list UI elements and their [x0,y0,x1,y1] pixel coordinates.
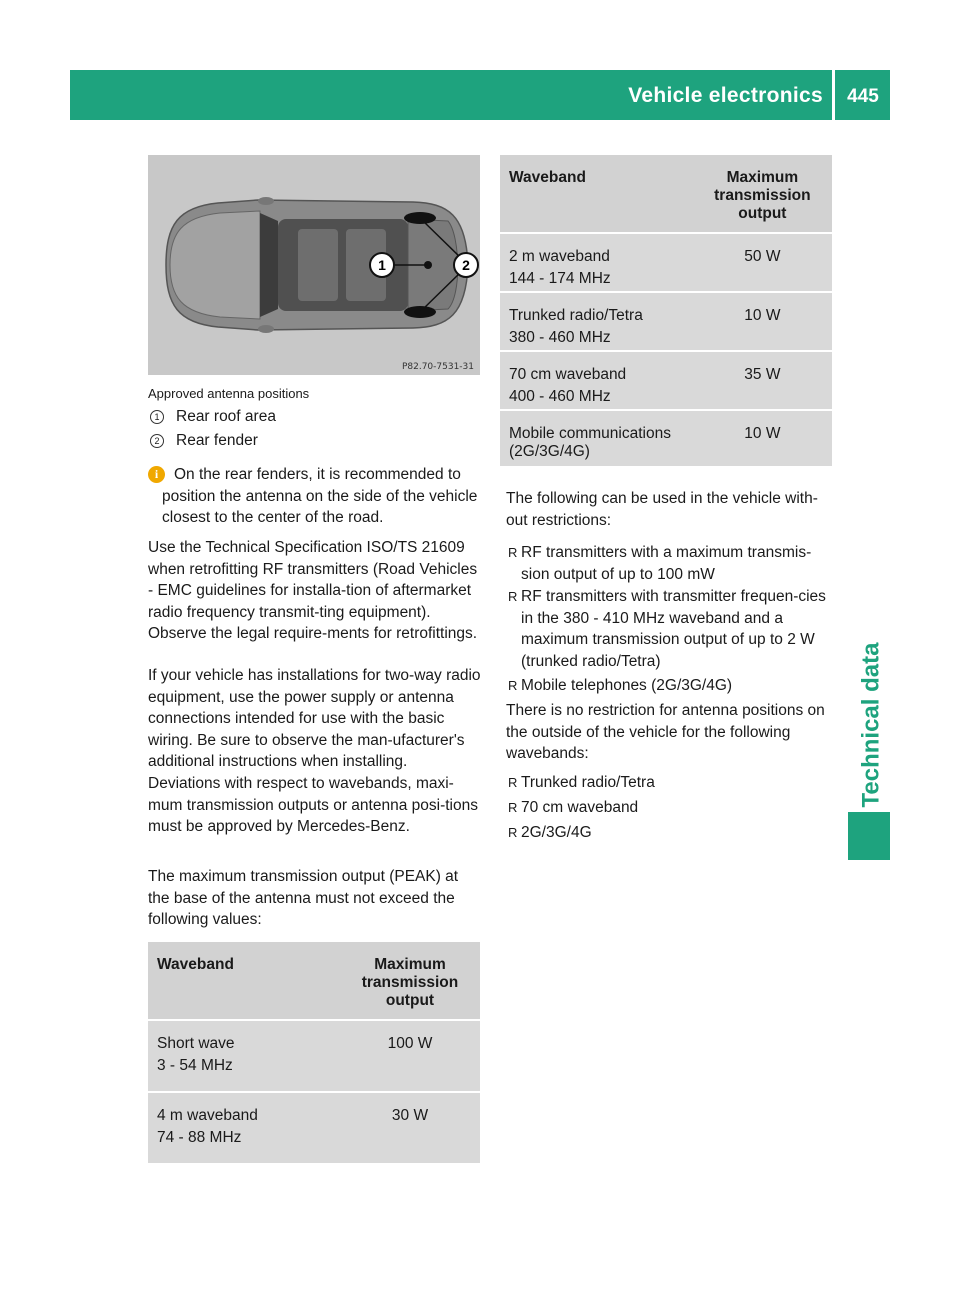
list-item-text: RF transmitters with a maximum transmis-sion output of up to 100 mW [521,544,812,583]
bullet-marker: R [508,545,518,560]
figure-caption: Approved antenna positions [148,386,310,401]
waveband-table-right [500,155,832,466]
list-item-text: 70 cm waveband [521,799,639,816]
paragraph-antenna-positions: There is no restriction for antenna positions on the outside of the vehicle for the following wavebands: [506,702,825,762]
legend-text: Rear roof area [176,408,276,425]
list-item [508,797,838,819]
table-cell-waveband: Short wave 3 - 54 MHz [148,1021,340,1091]
list-item [508,822,838,844]
table-cell-waveband: 2 m waveband 144 - 174 MHz [500,234,693,291]
legend-item-1 [150,408,276,426]
list-item-text: Mobile telephones (2G/3G/4G) [521,677,733,694]
list-item-text: RF transmitters with transmitter frequen-cies in the 380 - 410 MHz waveband and a maximum transmission output of up to 2 W (trunked radio/Tetra) [521,588,826,670]
table-cell-waveband: 70 cm waveband 400 - 460 MHz [500,352,693,409]
list-item [508,542,838,585]
table-cell-output: 35 W [693,352,832,409]
paragraph-two-way-radio: If your vehicle has installations for two-way radio equipment, use the power supply or antenna connections intended for use with the basic wiring. Be sure to observe the man-ufacturer's additional instructions when installing. [148,667,481,770]
legend-number: 2 [150,434,164,448]
table-cell-waveband: Mobile communications (2G/3G/4G) [500,411,693,466]
table-cell-output: 100 W [340,1021,480,1091]
list-item [508,772,838,794]
table-header-waveband: Waveband [148,942,340,1019]
paragraph-no-restrictions: The following can be used in the vehicle with-out restrictions: [506,490,818,529]
section-title: Vehicle electronics [628,84,823,107]
info-text: On the rear fenders, it is recommended to position the antenna on the side of the vehicle closest to the center of the road. [162,466,478,526]
paragraph-iso-spec: Use the Technical Specification ISO/TS 21609 when retrofitting RF transmitters (Road Vehicles - EMC guidelines for installa-tion of aftermarket radio frequency transmit-ting equipment). Observe the legal require-ments for retrofittings. [148,539,478,642]
table-cell-waveband: 4 m waveband 74 - 88 MHz [148,1093,340,1163]
table-header-waveband: Waveband [500,155,693,232]
legend-text: Rear fender [176,432,258,449]
legend-number: 1 [150,410,164,424]
vehicle-top-view-figure [148,155,480,375]
bullet-marker: R [508,589,518,604]
page-number: 445 [847,86,879,107]
vehicle-illustration [148,155,480,375]
list-item [508,675,838,697]
table-cell-waveband: Trunked radio/Tetra 380 - 460 MHz [500,293,693,350]
list-item-text: 2G/3G/4G [521,824,592,841]
info-icon: i [148,466,165,483]
figure-code: P82.70-7531-31 [401,362,474,372]
waveband-table-left [148,942,480,1163]
header-divider [832,70,835,120]
bullet-marker: R [508,678,518,693]
bullet-marker: R [508,825,518,840]
bullet-marker: R [508,775,518,790]
table-cell-output: 50 W [693,234,832,291]
callout-2: 2 [462,257,470,273]
side-tab-marker [848,812,890,860]
table-cell-output: 10 W [693,293,832,350]
table-header-output: Maximum transmission output [340,942,480,1019]
info-note [148,464,483,529]
side-chapter-text: Technical data [857,642,885,808]
paragraph-deviations: Deviations with respect to wavebands, maxi-mum transmission outputs or antenna posi-tions must be approved by Mercedes-Benz. [148,775,478,835]
callout-1: 1 [378,257,386,273]
list-item [508,586,838,672]
bullet-marker: R [508,800,518,815]
paragraph-max-output: The maximum transmission output (PEAK) at the base of the antenna must not exceed the following values: [148,868,459,928]
table-cell-output: 10 W [693,411,832,466]
table-header-output: Maximum transmission output [693,155,832,232]
list-item-text: Trunked radio/Tetra [521,774,655,791]
table-cell-output: 30 W [340,1093,480,1163]
legend-item-2 [150,432,258,450]
side-chapter-label [847,640,895,810]
